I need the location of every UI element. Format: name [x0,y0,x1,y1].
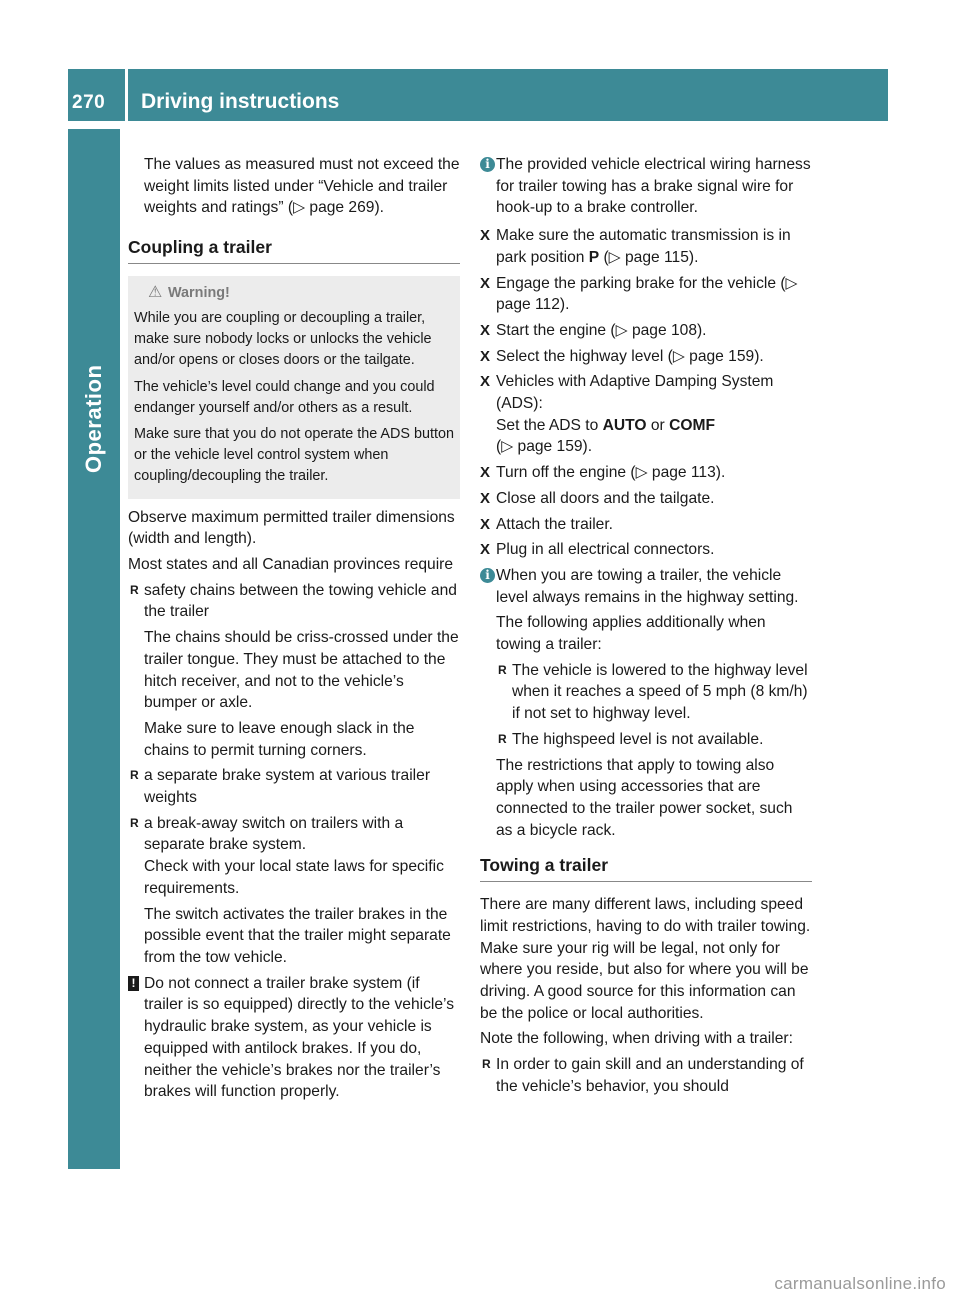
towing-paragraph-2: Note the following, when driving with a trailer: [480,1030,793,1048]
page-number: 270 [72,92,106,113]
step-bold: AUTO [602,416,647,434]
warning-triangle-icon: ⚠ [148,283,163,301]
bullet-break-away [128,813,460,969]
bullet-text: The vehicle is lowered to the highway level when it reaches a speed of 5 mph (8 km/h) if not set to highway level. [512,661,808,723]
warning-title [134,282,454,304]
step-start-engine [480,320,812,342]
bullet-brake-system [128,765,460,808]
step-marker: X [480,347,491,365]
warning-title-text: Warning! [168,284,230,301]
step-marker: X [480,489,491,507]
left-column [128,154,460,1107]
step-marker: X [480,541,491,559]
bullet-marker: R [130,815,139,830]
right-column [480,154,812,1101]
bullet-marker: R [130,768,139,783]
exclamation-icon: ! [128,976,139,991]
step-text: Vehicles with Adaptive Damping System (ADS): [496,373,774,413]
step-text: Make sure the automatic transmission is in park position [496,227,791,266]
header-divider [125,69,128,121]
step-text: Attach the trailer. [496,515,614,533]
info-text: The following applies additionally when towing a trailer: [496,614,766,654]
step-bold: P [588,248,600,266]
step-parking-brake [480,273,812,316]
towing-heading: Towing a trailer [480,855,812,882]
warning-box [128,276,460,499]
info-bullet [496,660,812,725]
bullet-safety-chains [128,580,460,762]
info-icon: i [480,157,495,172]
bullet-text: a break-away switch on trailers with a separate brake system. [144,814,404,854]
step-text: or [646,416,670,434]
bullet-text: The highspeed level is not available. [512,730,764,748]
coupling-heading: Coupling a trailer [128,237,460,264]
step-marker: X [480,464,491,482]
bullet-sub: The chains should be criss-crossed under the trailer tongue. They must be attached to the hitch receiver, and not to the vehicle’s bumper or axle. [144,629,459,712]
caution-text: Do not connect a trailer brake system (if trailer is so equipped) directly to the vehicle’s hydraulic brake system, as your vehicle is equipped with antilock brakes. If you do, neither the vehicle’s brakes nor the trailer’s brakes will function properly. [144,974,455,1101]
step-text: (▷ page 115). [599,248,699,266]
step-text: Engage the parking brake for the vehicle (▷ page 112). [496,274,798,314]
section-title: Driving instructions [141,90,340,113]
step-plug-in [480,539,812,561]
bullet-text: In order to gain skill and an understanding of the vehicle’s behavior, you should [496,1056,804,1095]
step-text: Select the highway level (▷ page 159). [496,347,764,365]
info-bullet [496,729,812,751]
info-note-towing [480,565,812,841]
side-tab-text: Operation [81,364,106,473]
info-text: The provided vehicle electrical wiring harness for trailer towing has a brake signal wire for hook-up to a brake controller. [496,156,811,217]
bullet-sub: Make sure to leave enough slack in the chains to permit turning corners. [144,719,415,759]
bullet-sub: The switch activates the trailer brakes in the possible event that the trailer might separate from the tow vehicle. [144,905,451,966]
step-ads [480,371,812,458]
step-close-doors [480,488,812,510]
step-bold: COMF [669,416,715,434]
intro-paragraph: The values as measured must not exceed the weight limits listed under “Vehicle and trailer weights and ratings” (▷ page 269). [144,156,460,217]
caution-note [128,973,460,1103]
watermark: carmanualsonline.info [774,1274,946,1293]
bullet-marker: R [482,1057,491,1072]
step-marker: X [480,515,491,533]
step-text: Set the ADS to [496,416,603,434]
step-turn-off [480,462,812,484]
info-note-wiring [480,154,812,219]
warning-p3: Make sure that you do not operate the ADS button or the vehicle level control system when coupling/decoupling the trailer. [134,426,455,485]
info-text: When you are towing a trailer, the vehicle level always remains in the highway setting. [496,566,799,606]
step-marker: X [480,274,491,292]
observe-paragraph: Observe maximum permitted trailer dimensions (width and length). [128,508,455,548]
towing-paragraph-1: There are many different laws, including speed limit restrictions, having to do with trailer towing. Make sure your rig will be legal, not only for where you reside, but also for where you will be driving. A good source for this information can be the police or local authorities. [480,896,811,1022]
step-text: Plug in all electrical connectors. [496,541,715,559]
step-text: (▷ page 159). [496,438,593,456]
bullet-marker: R [498,662,507,677]
side-tab-label [68,129,120,499]
towing-bullet [480,1054,812,1097]
info-icon: i [480,568,495,583]
step-text: Turn off the engine (▷ page 113). [496,464,726,482]
most-states-paragraph: Most states and all Canadian provinces require [128,556,454,574]
bullet-marker: R [130,582,139,597]
bullet-text: Check with your local state laws for specific requirements. [144,858,444,897]
step-text: Start the engine (▷ page 108). [496,321,707,339]
step-text: Close all doors and the tailgate. [496,489,715,507]
warning-p1: While you are coupling or decoupling a trailer, make sure nobody locks or unlocks the vehicle and/or opens or closes doors or the tailgate. [134,310,432,369]
bullet-text: a separate brake system at various trailer weights [144,767,431,807]
step-park-position [480,225,812,268]
bullet-marker: R [498,731,507,746]
warning-p2: The vehicle’s level could change and you could endanger yourself and/or others as a result. [134,378,435,416]
step-marker: X [480,321,491,339]
info-text: The restrictions that apply to towing also apply when using accessories that are connected to the trailer power socket, such as a bicycle rack. [496,756,793,839]
step-marker: X [480,373,491,391]
step-highway-level [480,346,812,368]
step-attach [480,514,812,536]
step-marker: X [480,227,491,245]
bullet-text: safety chains between the towing vehicle and the trailer [144,581,457,621]
